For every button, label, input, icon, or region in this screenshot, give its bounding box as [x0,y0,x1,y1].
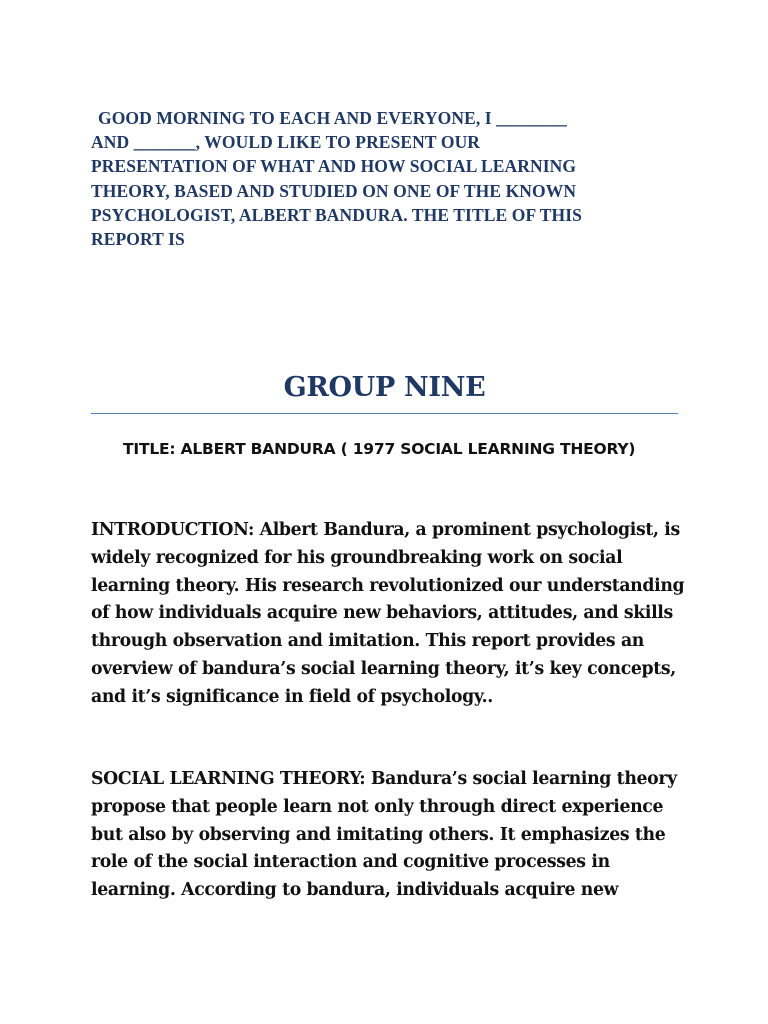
social-learning-line: propose that people learn not only through direct experience [91,796,664,817]
social-learning-line: learning. According to bandura, individuals acquire new [91,880,619,901]
greeting-line: AND _______, WOULD LIKE TO PRESENT OUR [91,132,481,153]
introduction-line: and it’s significance in field of psychology.. [91,686,493,707]
greeting-line: PSYCHOLOGIST, ALBERT BANDURA. THE TITLE OF THIS [91,204,582,225]
group-heading: GROUP NINE [283,372,486,403]
report-title: TITLE: ALBERT BANDURA ( 1977 SOCIAL LEARNING THEORY) [123,440,636,458]
introduction-line: widely recognized for his groundbreaking work on social [91,547,623,568]
introduction-line: of how individuals acquire new behaviors, attitudes, and skills [91,603,673,624]
social-learning-theory-paragraph [91,766,691,905]
introduction-line: INTRODUCTION: Albert Bandura, a prominent psychologist, is [91,520,680,540]
greeting-paragraph [91,106,691,251]
greeting-line: PRESENTATION OF WHAT AND HOW SOCIAL LEARNING [91,156,577,177]
social-learning-line: SOCIAL LEARNING THEORY: Bandura’s social learning theory [91,769,677,789]
greeting-line: THEORY, BASED AND STUDIED ON ONE OF THE KNOWN [91,180,577,201]
greeting-line: GOOD MORNING TO EACH AND EVERYONE, I ________ [98,108,567,128]
introduction-paragraph [91,517,691,712]
social-learning-line: but also by observing and imitating others. It emphasizes the [91,824,666,845]
greeting-line: REPORT IS [91,229,185,250]
social-learning-line: role of the social interaction and cognitive processes in [91,852,610,873]
introduction-line: learning theory. His research revolutionized our understanding [91,575,685,596]
introduction-line: through observation and imitation. This report provides an [91,631,645,652]
introduction-line: overview of bandura’s social learning theory, it’s key concepts, [91,658,676,679]
heading-underline-rule [91,413,678,414]
